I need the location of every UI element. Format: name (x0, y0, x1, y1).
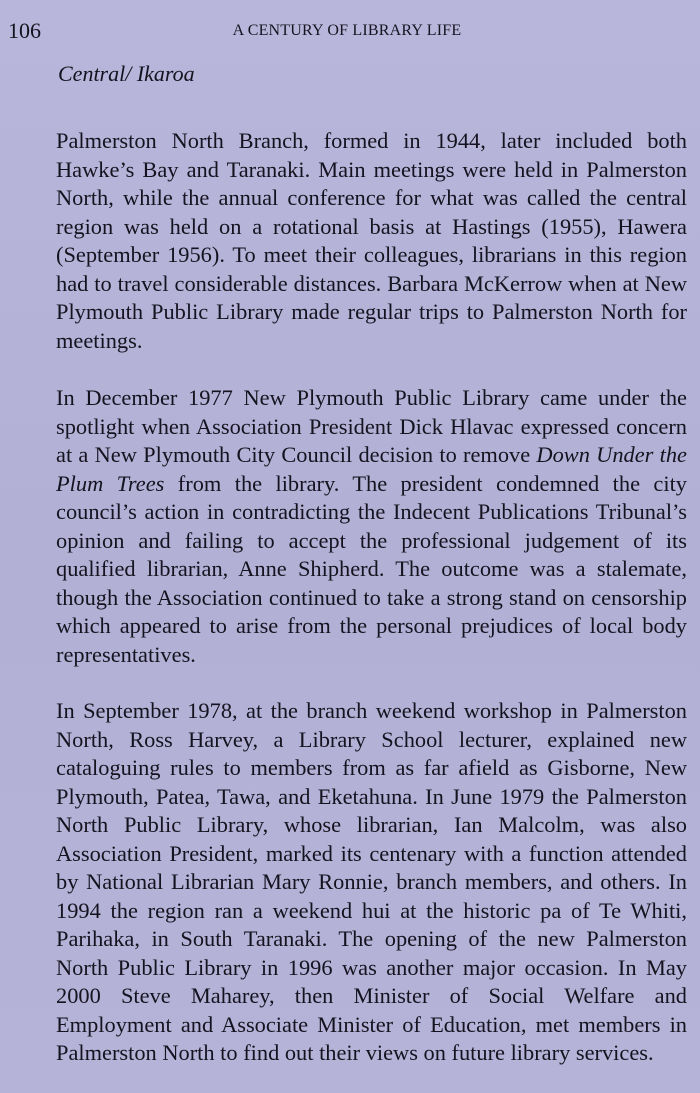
paragraph-workshop: In September 1978, at the branch weekend workshop in Palmerston North, Ross Harvey, a Library School lecturer, explained new cataloguing rules to members from as far afield as Gisborne, New Plymouth, Patea, Tawa, and Eketahuna. In June 1979 the Palmerston North Public Library, whose librarian, Ian Malcolm, was also Association President, marked its centenary with a function attended by National Librarian Mary Ronnie, branch members, and others. In 1994 the region ran a weekend hui at the historic pa of Te Whiti, Parihaka, in South Taranaki. The opening of the new Palmerston North Public Library in 1996 was another major occasion. In May 2000 Steve Maharey, then Minister of Social Welfare and Employment and Associate Minister of Education, met members in Palmerston North to find out their views on future library services. (56, 698, 687, 1065)
running-head (8, 18, 686, 44)
book-title: Down Under the Plum Trees (56, 442, 687, 496)
body-text (56, 697, 687, 1068)
section-heading: Central/ Ikaroa (58, 61, 195, 86)
page-number: 106 (8, 18, 41, 43)
paragraph-censorship-after: from the library. The president condemned the city council’s action in contradicting the Indecent Publications Tribunal’s opinion and failing to accept the professional judgement of its qualified librarian, Anne Shipherd. The outcome was a stalemate, though the Association continued to take a strong stand on censorship which appeared to arise from the personal prejudices of local body representatives. (56, 470, 687, 667)
running-title: A CENTURY OF LIBRARY LIFE (232, 22, 462, 39)
paragraph-central-branch: Palmerston North Branch, formed in 1944, later included both Hawke’s Bay and Taranaki. Main meetings were held in Palmerston North, while the annual conference for what was called the central region was held on a rotational basis at Hastings (1955), Hawera (September 1956). To meet their colleagues, librarians in this region had to travel considerable distances. Barbara McKerrow when at New Plymouth Public Library made regular trips to Palmerston North for meetings. (56, 128, 687, 353)
paragraph-censorship (56, 384, 687, 669)
body-text (56, 127, 687, 355)
body-text (56, 384, 687, 669)
paragraph-censorship-before: In December 1977 New Plymouth Public Library came under the spotlight when Association President Dick Hlavac expressed concern at a New Plymouth City Council decision to remove (56, 385, 687, 467)
